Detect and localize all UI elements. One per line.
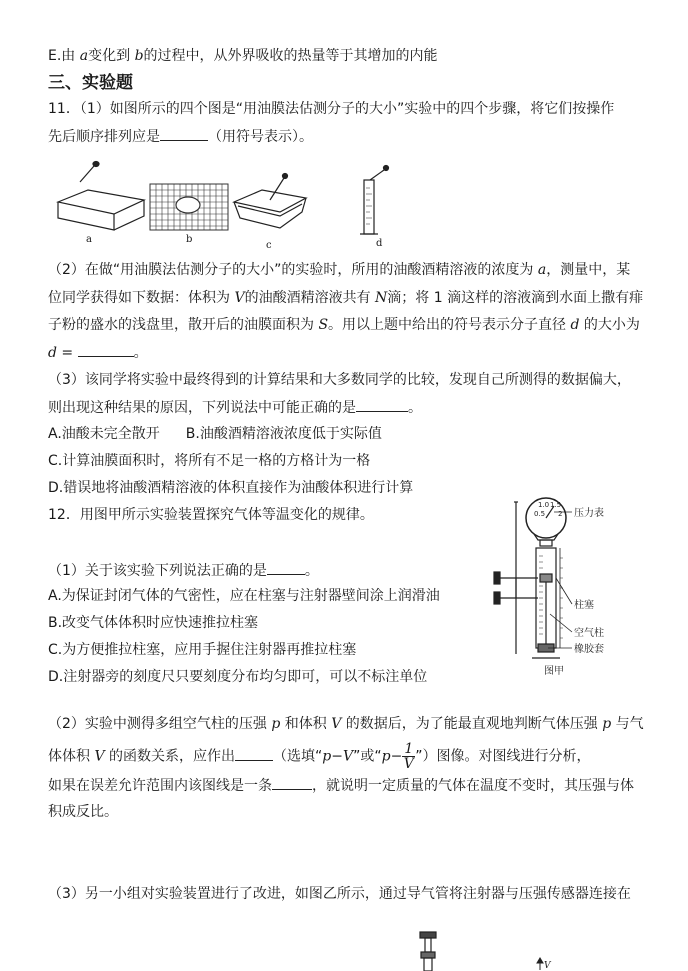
dial-tick-1.5: 1.5	[550, 501, 562, 509]
syringe-apparatus-figure	[488, 494, 648, 678]
step-b-grid-icon	[150, 184, 228, 230]
text: （用符号表示）。	[208, 129, 313, 145]
syringe-icon	[532, 548, 563, 658]
text: ，测量中，某	[546, 262, 631, 278]
answer-blank[interactable]	[267, 560, 305, 575]
q12-part2-line-2	[48, 742, 591, 771]
text: 先后顺序排列应是	[48, 129, 160, 145]
text: （1）关于该实验下列说法正确的是	[48, 563, 267, 579]
text: 。用以上题中给出的符号表示分子直径	[328, 317, 571, 333]
text: 则出现这种结果的原因，下列说法中可能正确的是	[48, 400, 356, 416]
q12-line-1: 12．用图甲所示实验装置探究气体等温变化的规律。	[48, 507, 374, 523]
step-d-cylinder-icon	[360, 166, 389, 235]
dial-tick-2: 2	[558, 510, 563, 518]
choice-p-inv-V: p−	[381, 748, 403, 765]
var-V: V	[331, 716, 342, 732]
fig-label-b: b	[186, 234, 193, 245]
q12-part2-line-1	[48, 714, 644, 734]
q11-part2-line-2	[48, 288, 643, 308]
figure-caption: 图甲	[544, 666, 564, 677]
section-heading: 三、实验题	[48, 73, 133, 93]
text: 与气	[611, 716, 644, 732]
text: ，就说明一定质量的气体在温度不变时，其压强与体	[312, 778, 634, 794]
step-c-dish-icon	[234, 174, 306, 229]
text: 的数据后，为了能最直观地判断气体压强	[341, 716, 603, 732]
text: 的过程中，从外界吸收的热量等于其增加的内能	[143, 48, 438, 64]
axis-label-V: V	[544, 961, 551, 971]
air-column-label: 空气柱	[574, 628, 604, 639]
q11-options-ab	[48, 424, 382, 444]
text: 的大小为	[579, 317, 640, 333]
var-p: p	[602, 716, 612, 732]
gauge-label: 压力表	[574, 508, 604, 519]
q12-option-b[interactable]: B.改变气体体积时应快速推拉柱塞	[48, 615, 259, 631]
text: 的函数关系，应作出	[104, 748, 236, 765]
q12-part3-line-1: （3）另一小组对实验装置进行了改进，如图乙所示，通过导气管将注射器与压强传感器连接在	[48, 886, 631, 902]
text: 位同学获得如下数据：体积为	[48, 290, 235, 306]
fig-label-d: d	[376, 238, 383, 249]
var-V: V	[94, 748, 105, 765]
text: 。	[304, 563, 319, 579]
answer-blank[interactable]	[356, 397, 408, 412]
text: 如果在误差允许范围内该图线是一条	[48, 778, 272, 794]
dial-tick-0.5: 0.5	[534, 510, 546, 518]
var-d: d	[570, 317, 580, 333]
text: 和体积	[280, 716, 332, 732]
q11-part3-line-1: （3）该同学将实验中最终得到的计算结果和大多数同学的比较，发现自己所测得的数据偏大，	[48, 372, 631, 388]
fig-label-c: c	[266, 240, 272, 251]
step-a-tray-icon	[58, 162, 144, 231]
option-a[interactable]: A.油酸未完全散开	[48, 426, 160, 442]
q11-part2-line-4	[48, 342, 148, 363]
var-V: V	[234, 290, 245, 306]
answer-blank[interactable]	[272, 775, 312, 790]
q12-part2-line-3	[48, 775, 634, 796]
text: E.由	[48, 48, 80, 64]
option-c[interactable]: C.计算油膜面积时，将所有不足一格的方格计为一格	[48, 453, 371, 469]
q11-line-2	[48, 126, 313, 147]
q12-option-d[interactable]: D.注射器旁的刻度尺只要刻度分布均匀即可，可以不标注单位	[48, 669, 428, 685]
fraction-numerator: 1	[404, 741, 414, 757]
text: ”或“	[353, 748, 382, 765]
answer-blank[interactable]	[78, 342, 134, 357]
q12-option-a[interactable]: A.为保证封闭气体的气密性，应在柱塞与注射器壁间涂上润滑油	[48, 588, 440, 604]
var-a: a	[79, 48, 89, 64]
syringe-partial-figure	[416, 926, 556, 971]
q11-part2-line-3	[48, 315, 640, 335]
var-d: d	[48, 345, 57, 361]
fig-label-a: a	[86, 234, 92, 245]
q11-part2-line-1	[48, 260, 630, 280]
var-b: b	[134, 48, 144, 64]
text: （选填“	[273, 748, 323, 765]
axis-arrow-icon	[537, 958, 543, 970]
var-N: N	[375, 290, 388, 306]
q11-part3-line-2	[48, 397, 422, 418]
var-p: p	[271, 716, 281, 732]
option-b[interactable]: B.油酸酒精溶液浓度低于实际值	[185, 426, 382, 442]
text: 的油酸酒精溶液共有	[244, 290, 376, 306]
text: 变化到	[88, 48, 135, 64]
answer-blank[interactable]	[235, 746, 273, 761]
text: （2）实验中测得多组空气柱的压强	[48, 716, 272, 732]
dial-tick-1.0: 1.0	[538, 501, 550, 509]
oil-film-steps-figure	[48, 160, 408, 250]
text: 子粉的盛水的浅盘里，散开后的油膜面积为	[48, 317, 319, 333]
q12-option-c[interactable]: C.为方便推拉柱塞，应用手握住注射器再推拉柱塞	[48, 642, 357, 658]
option-d[interactable]: D.错误地将油酸酒精溶液的体积直接作为油酸体积进行计算	[48, 480, 414, 496]
fraction-denominator: V	[403, 756, 414, 772]
text: ”）图像。对图线进行分析，	[415, 748, 591, 765]
var-S: S	[318, 317, 329, 333]
text: 。	[133, 345, 148, 361]
fraction-one-over-V	[402, 742, 415, 771]
prev-option-e	[48, 46, 438, 66]
text: 体体积	[48, 748, 95, 765]
q12-part1-question	[48, 560, 319, 581]
text: 。	[408, 400, 422, 416]
plunger-label: 柱塞	[574, 600, 594, 611]
syringe-top-icon	[420, 932, 436, 971]
choice-p-V: p−V	[322, 748, 354, 765]
text: （2）在做“用油膜法估测分子的大小”的实验时，所用的油酸酒精溶液的浓度为	[48, 262, 538, 278]
q12-part2-line-4: 积成反比。	[48, 804, 118, 820]
var-a: a	[537, 262, 547, 278]
answer-blank[interactable]	[160, 126, 208, 141]
text: =	[56, 345, 78, 361]
rubber-cap-label: 橡胶套	[574, 644, 604, 655]
text: 滴；将 1 滴这样的溶液滴到水面上撒有痱	[387, 290, 644, 306]
q11-line-1: 11．（1）如图所示的四个图是“用油膜法估测分子的大小”实验中的四个步骤，将它们按操作	[48, 101, 615, 117]
